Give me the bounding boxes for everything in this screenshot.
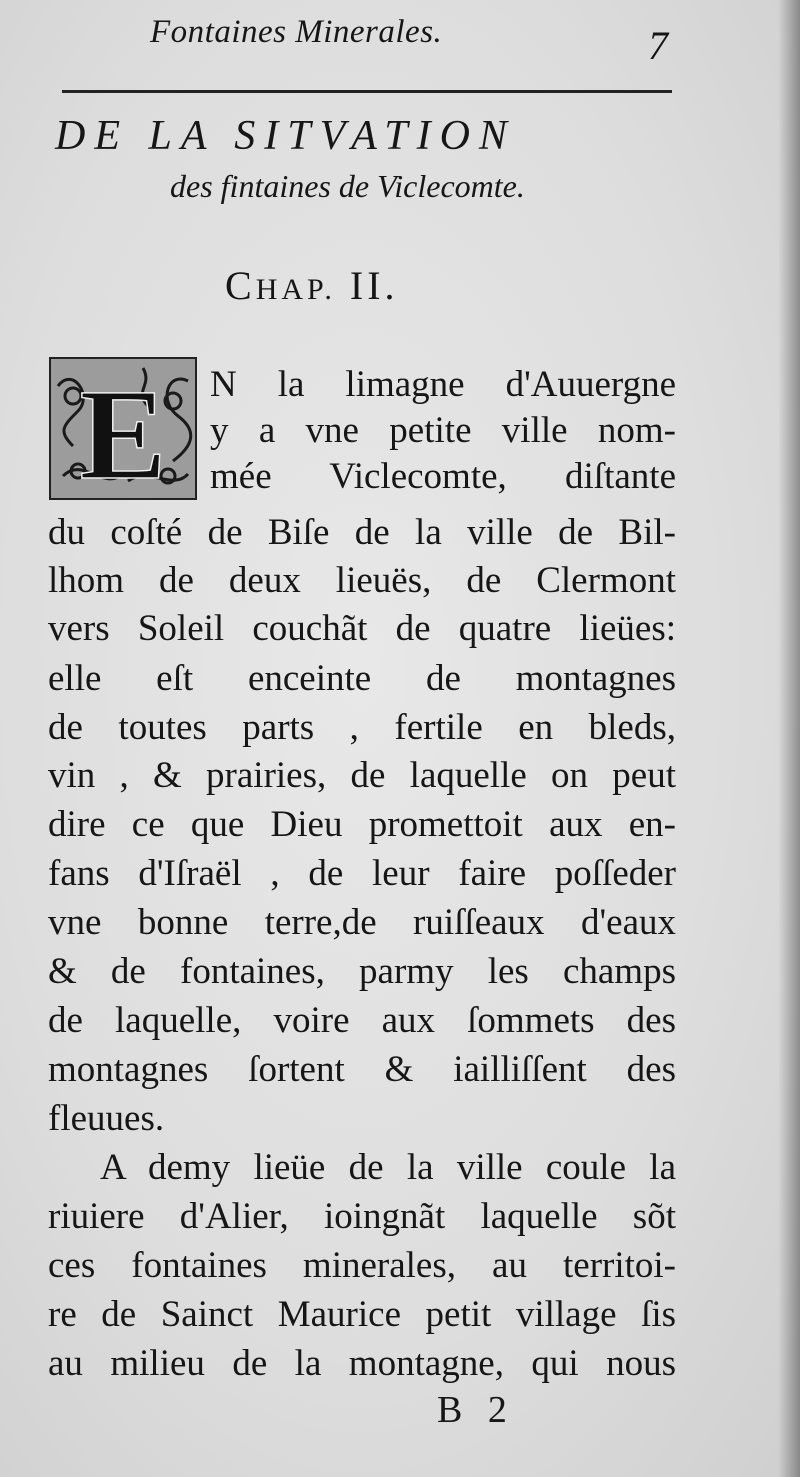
text-line-20: re de Sainct Maurice petit village ſis bbox=[48, 1294, 676, 1335]
chapter-number: II. bbox=[349, 263, 399, 308]
text-line-2: y a vne petite ville nom- bbox=[210, 410, 676, 451]
section-title-line-2: des fintaines de Viclecomte. bbox=[170, 168, 525, 204]
text-line-11: fans d'Iſraël , de leur faire poſſeder bbox=[48, 853, 676, 894]
text-line-5: lhom de deux lieuës, de Clermont bbox=[48, 560, 676, 601]
text-line-8: de toutes parts , fertile en bleds, bbox=[48, 707, 676, 748]
text-line-18: riuiere d'Alier, ioingnãt laquelle sõt bbox=[48, 1196, 676, 1237]
text-line-13: & de fontaines, parmy les champs bbox=[48, 951, 676, 992]
chapter-heading bbox=[225, 262, 399, 309]
chapter-initial: C bbox=[225, 263, 256, 308]
text-line-7: elle eſt enceinte de montagnes bbox=[48, 658, 676, 699]
text-line-15: montagnes ſortent & iailliſſent des bbox=[48, 1049, 676, 1090]
running-head: Fontaines Minerales. bbox=[150, 14, 443, 50]
text-line-12: vne bonne terre,de ruiſſeaux d'eaux bbox=[48, 902, 676, 943]
section-title-line-1: DE LA SITVATION bbox=[55, 113, 516, 159]
text-line-16: fleuues. bbox=[48, 1098, 165, 1139]
text-line-10: dire ce que Dieu promettoit aux en- bbox=[48, 804, 676, 845]
text-line-19: ces fontaines minerales, au territoi- bbox=[48, 1245, 676, 1286]
text-line-1: N la limagne d'Auuergne bbox=[210, 364, 676, 405]
chapter-small-caps: HAP. bbox=[255, 273, 336, 306]
text-line-21: au milieu de la montagne, qui nous bbox=[48, 1343, 676, 1384]
text-line-4: du coſté de Biſe de la ville de Bil- bbox=[48, 512, 676, 553]
signature-mark: B 2 bbox=[437, 1389, 507, 1431]
text-line-17: A demy lieüe de la ville coule la bbox=[100, 1147, 676, 1188]
text-line-9: vin , & prairies, de laquelle on peut bbox=[48, 755, 676, 796]
page-edge-shadow bbox=[778, 0, 800, 1477]
drop-initial-ornament bbox=[48, 356, 198, 501]
page-number: 7 bbox=[648, 23, 668, 68]
drop-initial-letter: E bbox=[79, 363, 167, 501]
text-line-3: mée Viclecomte, diſtante bbox=[210, 456, 676, 497]
header-rule bbox=[62, 90, 672, 93]
text-line-14: de laquelle, voire aux ſommets des bbox=[48, 1000, 676, 1041]
text-line-6: vers Soleil couchãt de quatre lieües: bbox=[48, 608, 676, 649]
